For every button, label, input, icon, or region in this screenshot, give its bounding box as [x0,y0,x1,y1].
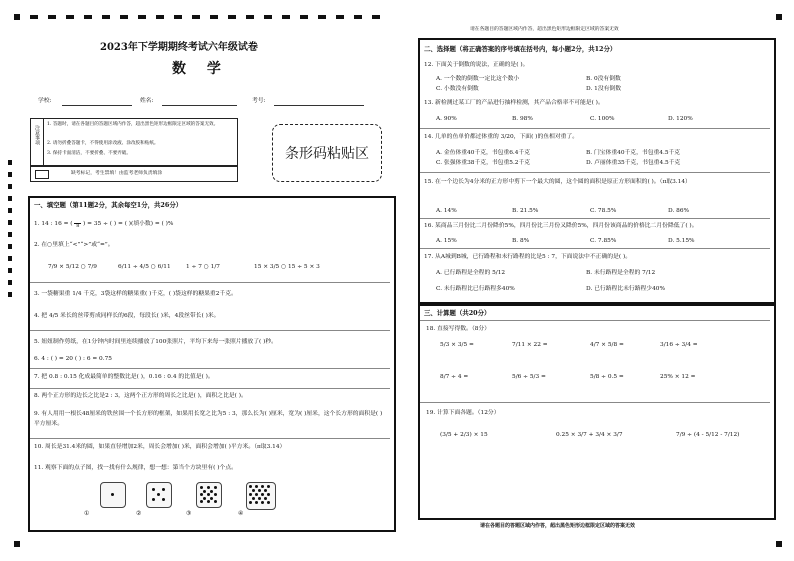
q18-item: 7/11 × 22 = [512,342,548,348]
q2-item: 7/9 × 5/12 ○ 7/9 [48,264,97,270]
notice-item: 3. 保持卡面清洁，不要折叠、不要弄破。 [47,151,131,156]
q1-mid: ) = 35 ÷ ( [83,221,113,227]
dot-label: ④ [238,511,244,517]
q18-item: 8/7 ÷ 4 = [440,374,469,380]
section3-title: 三、计算题（共20分） [424,309,491,317]
q1 [34,218,173,229]
q14-option-d[interactable]: D. 卢丽体重35千克，书包重4.5千克 [586,160,681,166]
q18-item: 5/3 × 3/5 = [440,342,474,348]
q17-option-b[interactable]: B. 未行路程是全程的 7/12 [586,270,656,276]
q2-item: 1 ÷ 7 ○ 1/7 [186,264,220,270]
q19-item: (3/5 + 2/3) × 15 [440,432,488,438]
q15-option-b[interactable]: B. 21.5% [512,208,539,214]
q18-item: 5/8 ÷ 0.5 = [590,374,624,380]
school-field[interactable] [62,105,132,106]
q1-rest: ) = ( )(填小数) = ( )% [113,221,174,227]
barcode-label: 条形码粘贴区 [285,146,369,162]
timing-mark [776,541,782,547]
timing-strip-left [8,160,12,300]
notice-item: 2. 请勿折叠答题卡，不得使用涂改液、涂改胶和贴纸。 [47,141,159,146]
exam-title: 2023年下学期期终考试六年级试卷 [100,42,258,53]
q9: 9. 有人用用一根长48厘米的铁丝围一个长方形的框架，如果用长宽之比为5 : 3，那么长为( )厘米，宽为( )厘米，这个长方形的面积是( )平方厘米。 [34,411,383,427]
divider [30,438,390,439]
absent-mark-box [30,166,238,182]
divider [30,368,390,369]
q12-option-c[interactable]: C. 小数没有倒数 [436,86,479,92]
divider [420,128,770,129]
q3: 3. 一袋糖果重 1/4 千克，3袋这样的糖果重( )千克，( )袋这样的糖果重2千克。 [34,291,237,297]
dot-pattern-3 [196,482,222,508]
notice-side-label: 注意事项 [34,125,40,145]
q18-item: 4/7 × 5/8 = [590,342,624,348]
right-top-note: 请在各题目的答题区域内作答，超出黑色矩形边框限定区域的答案无效 [470,27,619,32]
q18-item: 5/6 ÷ 5/3 = [512,374,546,380]
section2-title: 二、选择题（将正确答案的序号填在括号内，每小题2分，共12分） [424,45,617,53]
q13-option-b[interactable]: B. 98% [512,116,533,122]
dot-label: ③ [186,511,192,517]
name-label: 姓名: [140,98,154,104]
q10: 10. 周长是31.4米的圆，如果直径增加2米，周长会增加( )米，面积会增加( )平方米。（π取3.14） [34,444,286,450]
q17: 17. 从A城到B城，已行路程和未行路程的比是5 : 7，下面说法中不正确的是( )。 [424,254,631,260]
q4: 4. 把 4/5 米长的丝带剪成同样长的6段，每段长( )米，4段丝带长( )米。 [34,313,220,319]
q19-item: 7/9 ÷ (4 - 5/12 - 7/12) [676,432,740,438]
exam-no-field[interactable] [274,105,364,106]
q18-item: 25% × 12 = [660,374,696,380]
q8: 8. 两个正方形的边长之比是2 : 3，这两个正方形的周长之比是( )，面积之比是( )。 [34,393,247,399]
q2-item: 6/11 ÷ 4/5 ○ 6/11 [118,264,171,270]
notice-box [30,118,238,166]
q1-prefix: 1. 14 : 16 = ( [34,221,73,227]
q16: 16. 某商品三月份比二月份降价5%，四月份比三月份又降价5%，四月份该商品的价格比二月份降低了( )。 [424,223,698,229]
divider [420,248,770,249]
q16-option-a[interactable]: A. 15% [436,238,457,244]
q14-option-b[interactable]: B. 门宝体重40千克，书包重4.5千克 [586,150,681,156]
exam-no-label: 考号: [252,98,266,104]
barcode-area [272,124,382,182]
q14-option-a[interactable]: A. 金鱼体重40千克，书包重6.4千克 [436,150,531,156]
q15: 15. 在一个边长为4分米的正方形中剪下一个最大的圆，这个圆的面积是原正方形面积的( )。（π取3.14） [424,179,691,185]
q6: 6. 4 : ( ) = 20 ( ) : 6 = 0.75 [34,356,112,362]
notice-side [31,119,44,165]
divider [30,330,390,331]
divider [420,320,770,321]
notice-item: 1. 答题时，请在各题目的答题区域内作答，超出黑色矩形边框限定区域的答案无效。 [47,122,219,127]
q16-option-b[interactable]: B. 8% [512,238,530,244]
q16-option-d[interactable]: D. 5.15% [668,238,695,244]
timing-mark [776,14,782,20]
divider [420,218,770,219]
q18-item: 3/16 ÷ 3/4 = [660,342,698,348]
dot-label: ① [84,511,90,517]
dot-pattern-1 [100,482,126,508]
q19-item: 0.25 × 3/7 + 3/4 × 3/7 [556,432,623,438]
q14-option-c[interactable]: C. 张强体重38千克，书包重5.2千克 [436,160,531,166]
q17-option-d[interactable]: D. 已行路程比未行路程少40% [586,286,665,292]
bottom-note: 请在各题目的答题区域内作答，超出黑色矩形边框限定区域的答案无效 [480,523,636,529]
q15-option-c[interactable]: C. 78.5% [590,208,617,214]
name-field[interactable] [162,105,237,106]
q13-option-a[interactable]: A. 90% [436,116,457,122]
section1-title: 一、填空题（第11题2分，其余每空1分，共26分） [34,201,183,209]
q15-option-d[interactable]: D. 86% [668,208,690,214]
dot-label: ② [136,511,142,517]
timing-mark [14,14,20,20]
school-label: 学校: [38,98,52,104]
q2: 2. 在○里填上“<”“>”或“=”。 [34,242,114,248]
q11: 11. 观察下面的点子图，找一找有什么规律，想一想：第当个方块里有( )个点。 [34,465,237,471]
subject-title: 数 学 [172,61,229,77]
q5: 5. 妞妞制作剪纸，在1分钟内时间里连续播放了100张照片，平均下来每一张照片播放了( )秒。 [34,339,277,345]
divider [30,282,390,283]
q19: 19. 计算下面各题。（12分） [426,410,500,416]
q12-option-b[interactable]: B. 0没有倒数 [586,76,621,82]
q16-option-c[interactable]: C. 7.85% [590,238,617,244]
q13: 13. 新检测过某工厂的产品进行抽样检测，其产品合格率不可能是( )。 [424,100,604,106]
q13-option-c[interactable]: C. 100% [590,116,615,122]
q18: 18. 直接写得数。（8分） [426,326,491,332]
q12-option-a[interactable]: A. 一个数的倒数一定比这个数小 [436,76,520,82]
divider [420,402,770,403]
absent-note: 缺考标记，考生禁填！由监考老师负责填涂 [71,171,163,176]
timing-strip-top [30,15,390,19]
q14: 14. 几单的鱼单价都过体重的 3/20，下面( )的鱼相对重了。 [424,134,579,140]
timing-mark [14,541,20,547]
q1-den: 8 [76,223,80,229]
absent-checkbox[interactable] [35,170,49,179]
q7: 7. 把 0.8 : 0.15 化成最简单的整数比是( )，0.16 : 0.4 的比值是( )。 [34,374,214,380]
divider [420,172,770,173]
q2-item: 15 × 3/5 ○ 15 ÷ 5 × 3 [254,264,320,270]
q12: 12. 下面关于倒数的说法，正确的是( )。 [424,62,529,68]
dot-pattern-2 [146,482,172,508]
q17-option-a[interactable]: A. 已行路程是全程的 5/12 [436,270,506,276]
q13-option-d[interactable]: D. 120% [668,116,693,122]
q1-fraction [74,218,81,229]
q15-option-a[interactable]: A. 14% [436,208,457,214]
q17-option-c[interactable]: C. 未行路程比已行路程多40% [436,286,515,292]
q12-option-d[interactable]: D. 1没有倒数 [586,86,622,92]
divider [30,388,390,389]
dot-pattern-4 [246,482,276,510]
